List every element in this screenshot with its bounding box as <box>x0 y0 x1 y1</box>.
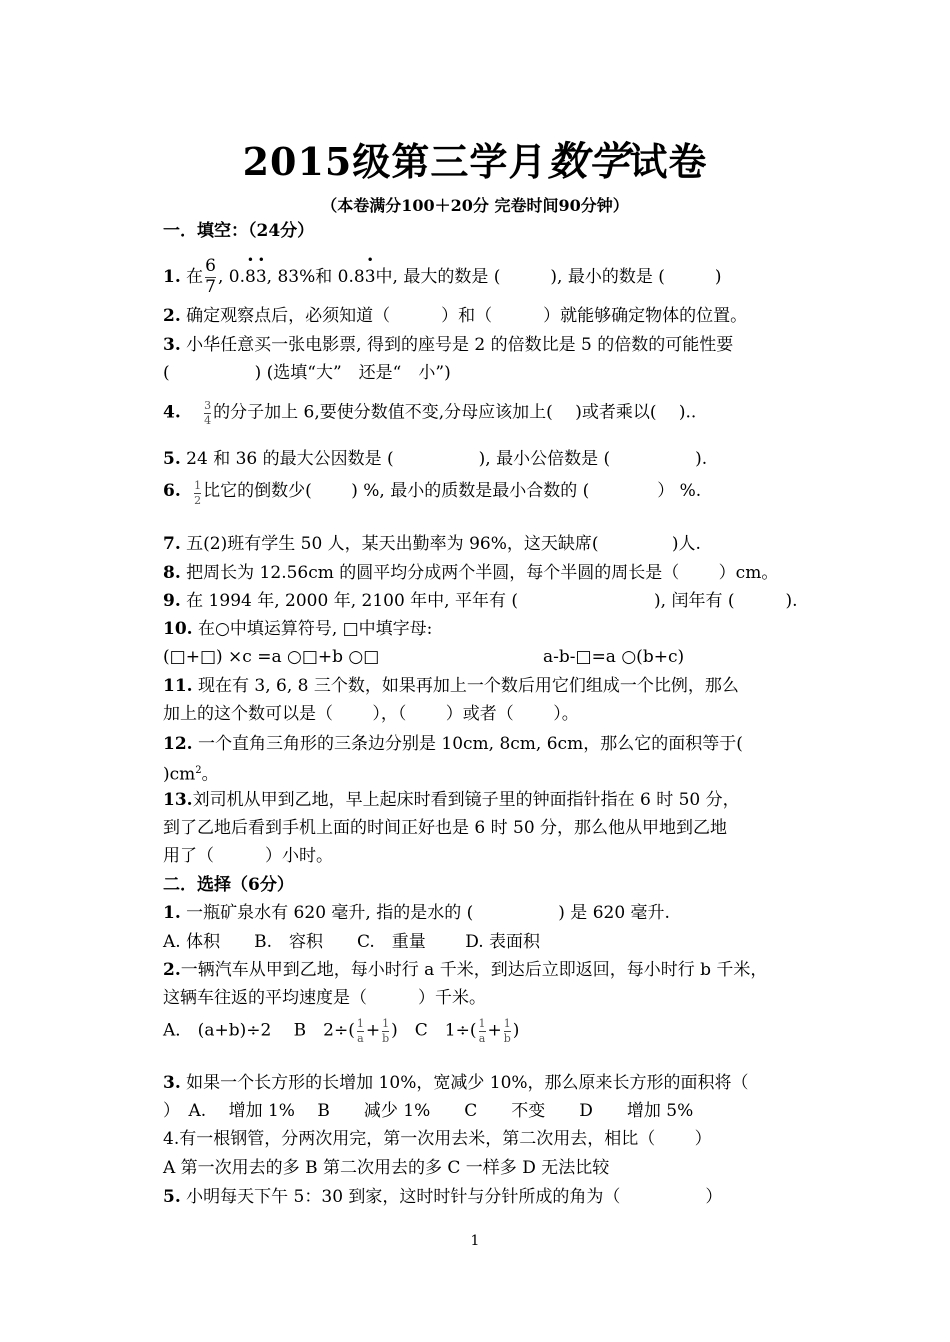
question-10 <box>163 618 432 640</box>
choice-2-options <box>163 1018 519 1044</box>
page-title <box>0 130 950 187</box>
question-3-line-2: ( ) (选填“大” 还是“ 小”) <box>163 363 451 383</box>
choice-2-line-2: 这辆车往返的平均速度是（ ）千米。 <box>163 988 486 1008</box>
question-10-line-2: (□+□) ×c =a ○□+b ○□ <box>163 647 380 667</box>
question-text: 五(2)班有学生 50 人，某天出勤率为 96%，这天缺席( )人. <box>186 534 701 554</box>
choice-4-line-1 <box>163 1128 712 1150</box>
question-text: 现在有 3, 6, 8 三个数，如果再加上一个数后用它们组成一个比例，那么 <box>197 676 739 696</box>
question-5 <box>163 448 707 470</box>
plus-sign: + <box>365 1020 381 1041</box>
question-3-line-1 <box>163 334 733 356</box>
question-10-line-2b: a-b-□=a ○(b+c) <box>543 647 685 667</box>
question-number: 3. <box>163 335 181 355</box>
repeating-digit: • 8 <box>245 267 256 287</box>
title-part-2: 数学 <box>547 138 630 185</box>
fraction <box>204 400 211 426</box>
denominator: b <box>503 1031 511 1045</box>
subtitle: （本卷满分100＋20分 完卷时间90分钟） <box>321 196 629 215</box>
question-text: 在○中填运算符号, □中填字母: <box>192 619 433 639</box>
title-part-1: 2015级第三学月 <box>242 139 548 184</box>
question-text: 如果一个长方形的长增加 10%，宽减少 10%，那么原来长方形的面积将（ <box>186 1073 749 1093</box>
punctuation: 。 <box>201 764 219 785</box>
question-6 <box>163 480 701 506</box>
question-13-line-1 <box>163 789 740 811</box>
question-number: 1. <box>163 903 181 923</box>
question-number: 6. <box>163 481 181 501</box>
question-13-line-3: 用了（ ）小时。 <box>163 846 333 866</box>
question-number: 5. <box>163 449 181 469</box>
question-number: 10. <box>163 619 193 639</box>
question-number: 3. <box>163 1073 181 1093</box>
question-number: 7. <box>163 534 181 554</box>
numerator: 1 <box>503 1017 511 1030</box>
question-12-line-1 <box>163 733 743 755</box>
question-8 <box>163 562 778 584</box>
option-text: ) C 1÷( <box>391 1020 477 1041</box>
question-text: 24 和 36 的最大公因数是 ( ), 最小公倍数是 ( ). <box>180 449 708 469</box>
question-text: 一辆汽车从甲到乙地，每小时行 a 千米，到达后立即返回，每小时行 b 千米， <box>180 960 768 980</box>
numerator: 1 <box>194 479 202 492</box>
question-12-line-2 <box>163 760 219 786</box>
question-text: 一个直角三角形的三条边分别是 10cm, 8cm, 6cm，那么它的面积等于( <box>197 734 743 754</box>
question-number: 12. <box>163 734 193 754</box>
title-part-3: 试卷 <box>629 139 708 184</box>
fraction-1-over-a <box>479 1018 486 1044</box>
numerator: 1 <box>356 1017 364 1030</box>
question-4 <box>163 400 696 426</box>
question-number: 13. <box>163 790 193 810</box>
numerator: 1 <box>382 1017 390 1030</box>
repeating-digit: • 3 <box>256 267 267 287</box>
question-text: 在 1994 年, 2000 年, 2100 年中, 平年有 ( ), 闰年有 ( ). <box>186 591 798 611</box>
choice-5 <box>163 1186 722 1208</box>
q1-text-h: ), 最小的数是 ( <box>550 266 665 287</box>
denominator: b <box>382 1031 390 1045</box>
choice-2-line-1 <box>163 959 767 981</box>
fraction <box>205 258 216 297</box>
question-text: 小明每天下午 5：30 到家，这时时针与分针所成的角为（ ） <box>186 1187 723 1207</box>
question-2 <box>163 305 747 327</box>
section-1-heading: 一．填空：（24分） <box>163 221 315 241</box>
question-text: 的分子加上 6,要使分数值不变,分母应该加上( )或者乘以( ).. <box>213 402 697 423</box>
denominator: 4 <box>204 413 212 427</box>
denominator: 7 <box>205 276 216 297</box>
denominator: a <box>357 1031 364 1045</box>
question-text: 小华任意买一张电影票, 得到的座号是 2 的倍数比是 5 的倍数的可能性要 <box>186 335 734 355</box>
unit-text: )cm <box>163 764 196 785</box>
denominator: 2 <box>194 493 202 507</box>
fraction-1-over-a <box>357 1018 364 1044</box>
question-7 <box>163 533 701 555</box>
question-number: 8. <box>163 563 181 583</box>
question-11-line-2: 加上的这个数可以是（ ），（ ）或者（ ）。 <box>163 704 579 724</box>
choice-1-options: A. 体积 B. 容积 C. 重量 D. 表面积 <box>163 932 541 952</box>
repeating-digit: • 3 <box>365 267 376 287</box>
question-text: 刘司机从甲到乙地，早上起床时看到镜子里的钟面指针指在 6 时 50 分， <box>192 790 740 810</box>
choice-3-line-2: ） A. 增加 1% B 减少 1% C 不变 D 增加 5% <box>163 1101 694 1121</box>
plus-sign: + <box>487 1020 502 1041</box>
denominator: a <box>478 1031 486 1045</box>
fraction-1-over-b <box>382 1018 389 1044</box>
question-text: 把周长为 12.56cm 的圆平均分成两个半圆，每个半圆的周长是（ ）cm。 <box>186 563 779 583</box>
question-text: 一瓶矿泉水有 620 毫升, 指的是水的 ( ) 是 620 毫升. <box>180 903 670 923</box>
q1-text-i: ) <box>714 266 722 287</box>
question-number: 9. <box>163 591 181 611</box>
q1-text-g: 中, 最大的数是 ( <box>375 266 501 287</box>
question-1 <box>163 258 722 297</box>
question-number: 4. <box>163 402 181 423</box>
option-text: A． (a+b)÷2 B 2÷( <box>163 1020 355 1041</box>
question-text: 有一根钢管，分两次用完，第一次用去米，第二次用去，相比（ ） <box>179 1129 712 1149</box>
question-9 <box>163 590 798 612</box>
numerator: 1 <box>478 1017 486 1030</box>
option-text: ) <box>512 1020 520 1041</box>
question-13-line-2: 到了乙地后看到手机上面的时间正好也是 6 时 50 分，那么他从甲地到乙地 <box>163 818 728 838</box>
numerator: 3 <box>204 399 212 412</box>
question-11-line-1 <box>163 675 739 697</box>
question-number: 2. <box>163 306 181 326</box>
q1-text-e: , 83%和 0.8 <box>266 266 365 287</box>
choice-4-line-2: A 第一次用去的多 B 第二次用去的多 C 一样多 D 无法比较 <box>163 1158 610 1178</box>
choice-1 <box>163 902 670 924</box>
page-number: 1 <box>470 1233 480 1249</box>
fraction <box>194 480 201 506</box>
numerator: 6 <box>205 256 216 276</box>
fraction-1-over-b <box>504 1018 511 1044</box>
question-number: 4. <box>163 1129 180 1149</box>
question-text: 比它的倒数少( ) %, 最小的质数是最小合数的 ( ） %. <box>203 481 702 501</box>
question-number: 1. <box>163 266 181 287</box>
question-text: 确定观察点后，必须知道（ ）和（ ）就能够确定物体的位置。 <box>186 306 748 326</box>
section-2-heading: 二．选择（6分） <box>163 875 294 895</box>
superscript: 2 <box>195 765 202 776</box>
q1-text-b: , 0. <box>217 266 246 287</box>
q1-text-a: 在 <box>186 266 204 287</box>
choice-3-line-1 <box>163 1072 749 1094</box>
question-number: 2. <box>163 960 181 980</box>
question-number: 11. <box>163 676 193 696</box>
question-number: 5. <box>163 1187 181 1207</box>
